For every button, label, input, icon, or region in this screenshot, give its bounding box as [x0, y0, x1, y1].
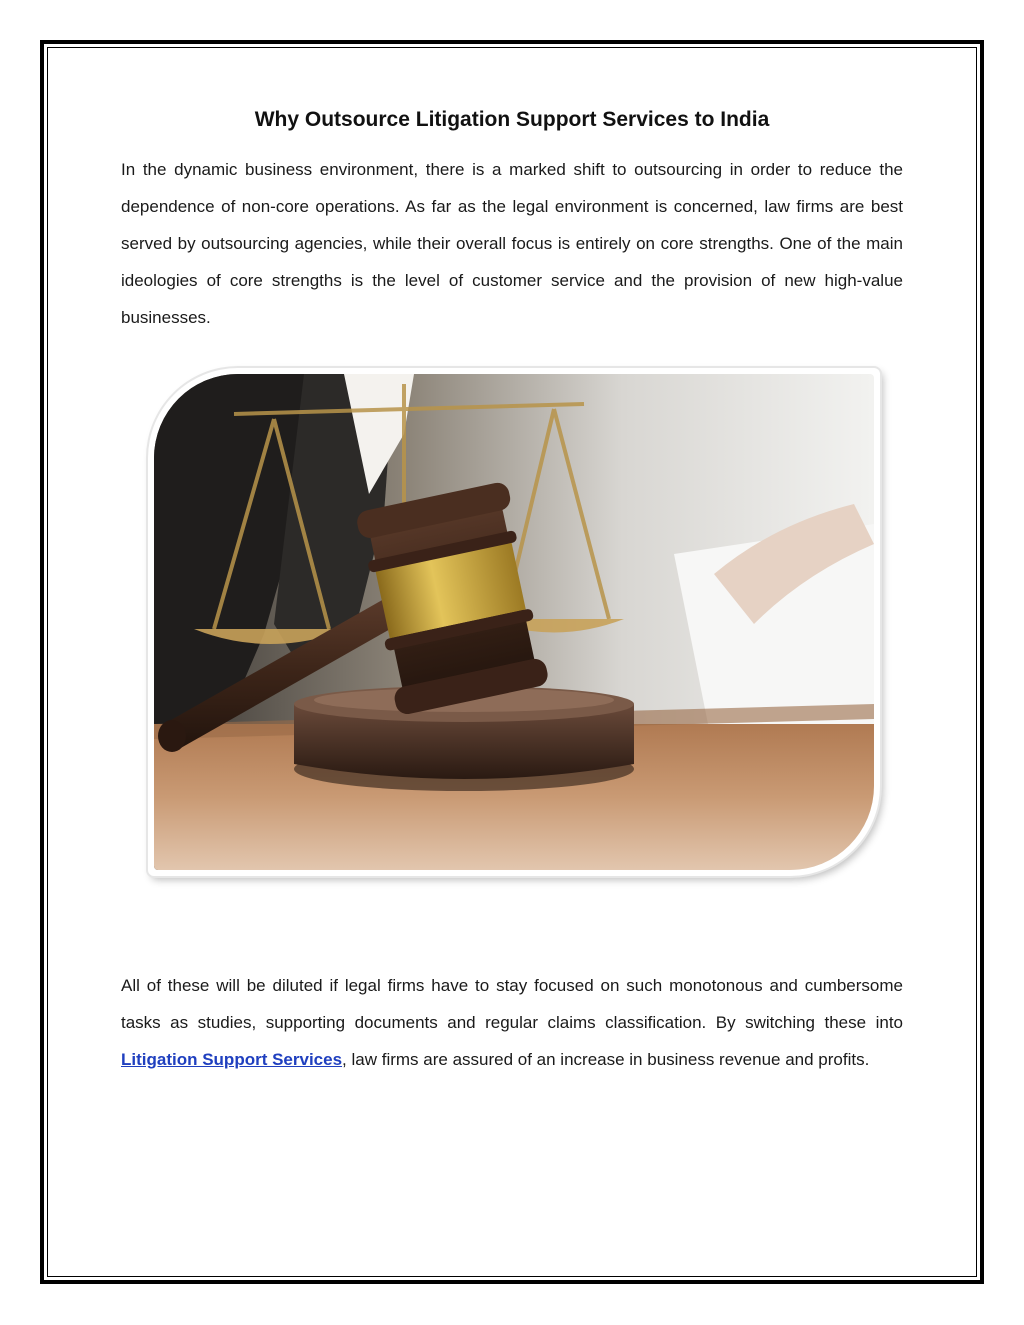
gavel-and-scales-illustration [154, 374, 874, 870]
closing-paragraph-end: , law firms are assured of an increase in business revenue and profits. [342, 1050, 870, 1069]
intro-paragraph: In the dynamic business environment, there is a marked shift to outsourcing in order to reduce the dependence of non-core operations. As far as the legal environment is concerned, law firms are best served by outsourcing agencies, while their overall focus is entirely on core strengths. One of the main ideologies of core strengths is the level of customer service and the provision of new high-value businesses. [121, 160, 903, 327]
page-title: Why Outsource Litigation Support Services to India [254, 108, 770, 131]
litigation-support-link[interactable]: Litigation Support Services [121, 1050, 343, 1069]
closing-paragraph [121, 967, 903, 1078]
closing-paragraph-start: All of these will be diluted if legal firms have to stay focused on such monotonous and cumbersome tasks as studies, supporting documents and regular claims classification. By switching these into [121, 976, 903, 1032]
gavel-photo [148, 368, 880, 876]
